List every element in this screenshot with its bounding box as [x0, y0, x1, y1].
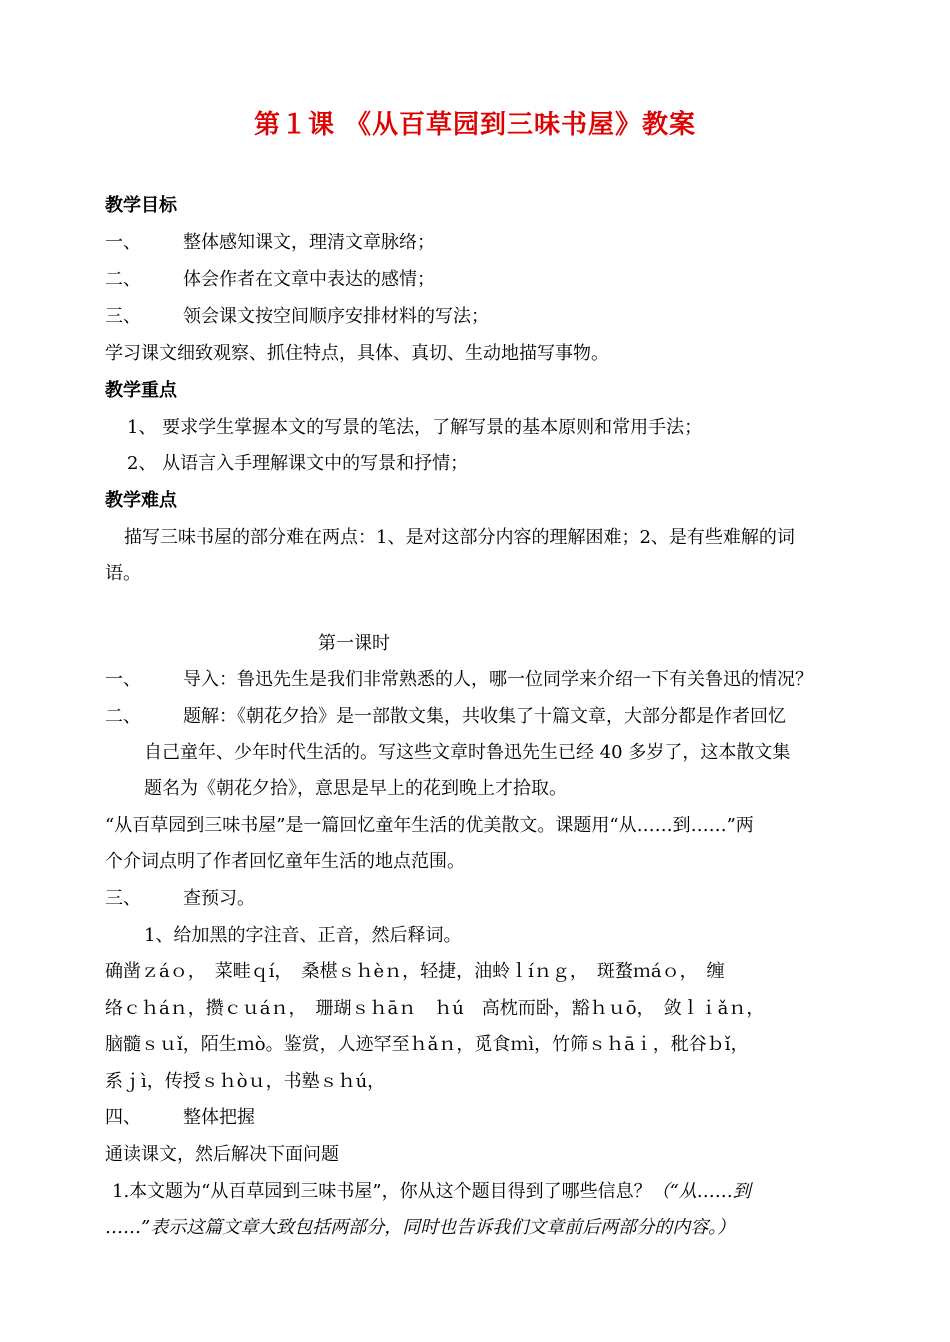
goal-item-1: [105, 231, 435, 255]
section-num: 三、: [105, 888, 141, 909]
goal-text: 整体感知课文，理清文章脉络；: [183, 232, 435, 253]
goal-num: 一、: [105, 232, 141, 253]
goal-text: 体会作者在文章中表达的感情；: [183, 269, 435, 290]
difficulties-heading: 教学难点: [105, 490, 177, 511]
goals-heading: 教学目标: [105, 195, 177, 216]
section-text: 查预习。: [183, 888, 255, 909]
section-num: 二、: [105, 706, 141, 727]
paragraph-line-2: 个介词点明了作者回忆童年生活的地点范围。: [105, 851, 465, 872]
section-num: 一、: [105, 669, 141, 690]
read-instruction: 通读课文，然后解决下面问题: [105, 1144, 339, 1165]
lesson-heading: 第一课时: [318, 633, 390, 654]
section-text: 题解：《朝花夕拾》是一部散文集，共收集了十篇文章，大部分都是作者回忆: [183, 706, 786, 727]
question-1: [112, 1180, 751, 1204]
vocab-line-1: 确凿ｚáｏ， 菜畦ｑí， 桑椹ｓｈèｎ，轻捷，油蛉ｌíｎｇ， 斑蝥ｍáｏ， 缠: [105, 961, 725, 982]
section-text: 整体把握: [183, 1107, 255, 1128]
title-explain-line-3: 题名为《朝花夕拾》，意思是早上的花到晚上才拾取。: [144, 778, 567, 799]
goal-text: 领会课文按空间顺序安排材料的写法；: [183, 306, 489, 327]
vocab-line-3: 脑髓ｓｕǐ，陌生ｍò。鉴赏，人迹罕至ｈǎｎ，觅食ｍì，竹筛ｓｈāｉ，秕谷ｂǐ，: [105, 1034, 749, 1055]
difficulties-line-1: 描写三味书屋的部分难在两点：1、是对这部分内容的理解困难；2、是有些难解的词: [124, 527, 795, 548]
goal-num: 三、: [105, 306, 141, 327]
goal-num: 二、: [105, 269, 141, 290]
question-answer: （“从……到: [651, 1181, 751, 1202]
section-overview: [105, 1106, 255, 1130]
vocab-line-2: 络ｃｈáｎ，攒ｃｕáｎ， 珊瑚ｓｈāｎ ｈú 高枕而卧，豁ｈｕō， 敛ｌｉǎｎ，: [105, 998, 765, 1019]
paragraph-line-1: “从百草园到三味书屋”是一篇回忆童年生活的优美散文。课题用“从……到……”两: [105, 815, 754, 836]
key-point-2: 2、 从语言入手理解课文中的写景和抒情；: [127, 453, 469, 474]
key-points-heading: 教学重点: [105, 380, 177, 401]
goal-extra: 学习课文细致观察、抓住特点，具体、真切、生动地描写事物。: [105, 343, 609, 364]
section-title-explain: [105, 705, 786, 729]
page-title: 第１课 《从百草园到三味书屋》教案: [253, 110, 697, 140]
key-point-1: 1、 要求学生掌握本文的写景的笔法，了解写景的基本原则和常用手法；: [127, 417, 703, 438]
section-preview: [105, 887, 255, 911]
question-text: 1.本文题为“从百草园到三味书屋”，你从这个题目得到了哪些信息？: [112, 1181, 652, 1202]
section-intro: [105, 668, 813, 692]
goal-item-2: [105, 268, 435, 292]
vocab-line-4: 系ｊì，传授ｓｈòｕ，书塾ｓｈú，: [105, 1071, 386, 1092]
title-explain-line-2: 自己童年、少年时代生活的。写这些文章时鲁迅先生已经 40 多岁了，这本散文集: [144, 742, 791, 763]
difficulties-line-2: 语。: [105, 563, 141, 584]
section-text: 导入：鲁迅先生是我们非常熟悉的人，哪一位同学来介绍一下有关鲁迅的情况？: [183, 669, 813, 690]
question-1-answer: ……”表示这篇文章大致包括两部分，同时也告诉我们文章前后两部分的内容。）: [105, 1217, 736, 1238]
preview-instruction: 1、给加黑的字注音、正音，然后释词。: [144, 925, 462, 946]
goal-item-3: [105, 305, 489, 329]
section-num: 四、: [105, 1107, 141, 1128]
